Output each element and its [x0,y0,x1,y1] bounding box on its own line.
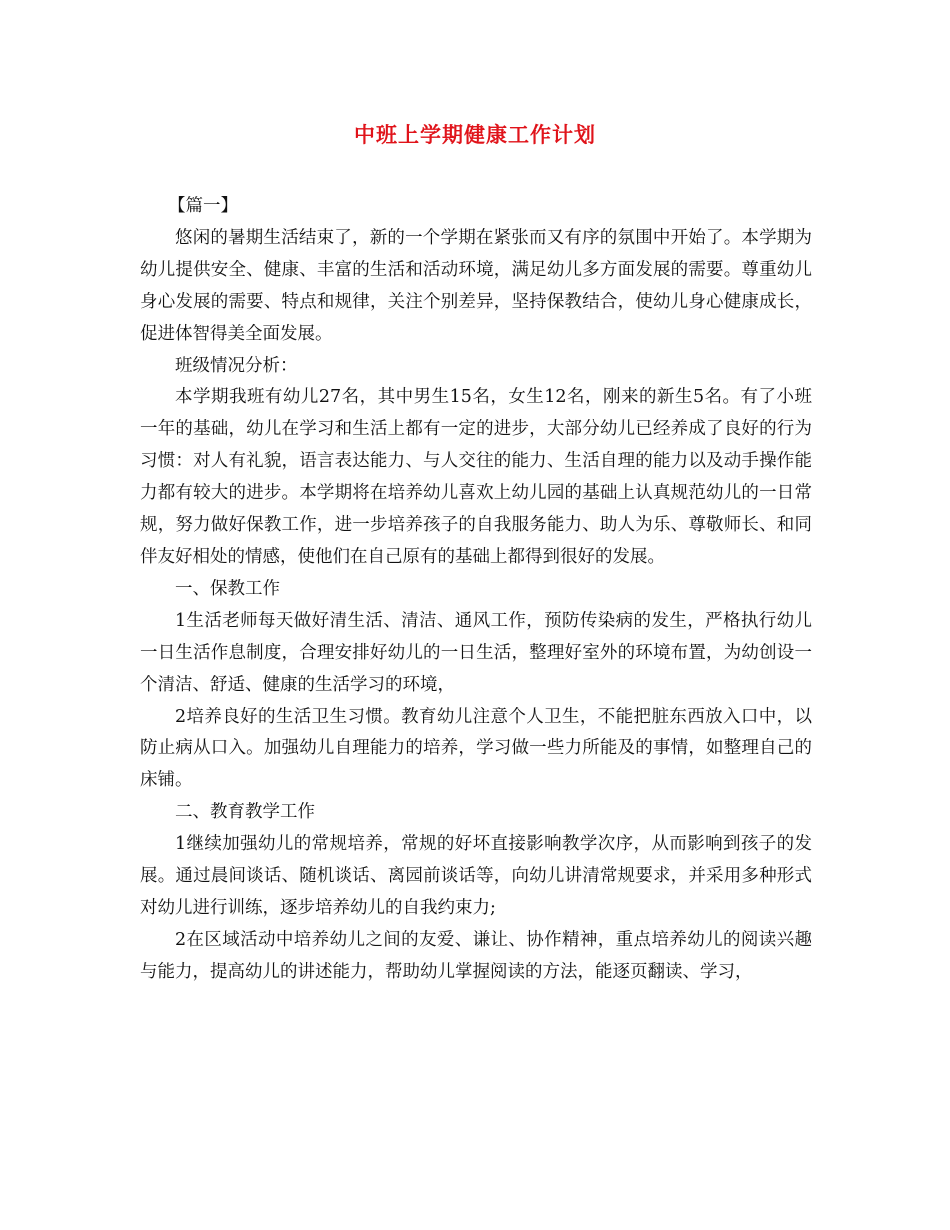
section-label-part-one: 【篇一】 [168,196,238,216]
care-work-heading: 一、保教工作 [175,578,280,599]
class-analysis-paragraph: 本学期我班有幼儿27名，其中男生15名，女生12名，刚来的新生5名。有了小班一年的基础，幼儿在学习和生活上都有一定的进步，大部分幼儿已经养成了良好的行为习惯：对人有礼貌，语言表达能力、与人交往的能力、生活自理的能力以及动手操作能力都有较大的进步。本学期将在培养幼儿喜欢上幼儿园的基础上认真规范幼儿的一日常规，努力做好保教工作，进一步培养孩子的自我服务能力、助人为乐、尊敬师长、和同伴友好相处的情感，使他们在自己原有的基础上都得到很好的发展。 [140,387,812,567]
teaching-work-item-2: 2在区域活动中培养幼儿之间的友爱、谦让、协作精神，重点培养幼儿的阅读兴趣与能力，提高幼儿的讲述能力，帮助幼儿掌握阅读的方法，能逐页翻读、学习， [140,929,812,982]
page-title: 中班上学期健康工作计划 [354,122,596,147]
teaching-work-item-1: 1继续加强幼儿的常规培养，常规的好坏直接影响教学次序，从而影响到孩子的发展。通过晨间谈话、随机谈话、离园前谈话等，向幼儿讲清常规要求，并采用多种形式对幼儿进行训练，逐步培养幼儿的自我约束力; [140,834,812,918]
care-work-item-1: 1生活老师每天做好清生活、清洁、通风工作，预防传染病的发生，严格执行幼儿一日生活作息制度，合理安排好幼儿的一日生活，整理好室外的环境布置，为幼创设一个清洁、舒适、健康的生活学习的环境， [140,610,812,695]
intro-paragraph: 悠闲的暑期生活结束了，新的一个学期在紧张而又有序的氛围中开始了。本学期为幼儿提供安全、健康、丰富的生活和活动环境，满足幼儿多方面发展的需要。尊重幼儿身心发展的需要、特点和规律，关注个别差异，坚持保教结合，使幼儿身心健康成长，促进体智得美全面发展。 [140,227,812,344]
care-work-item-2: 2培养良好的生活卫生习惯。教育幼儿注意个人卫生，不能把脏东西放入口中，以防止病从口入。加强幼儿自理能力的培养，学习做一些力所能及的事情，如整理自己的床铺。 [140,706,812,791]
class-analysis-heading: 班级情况分析： [175,355,298,376]
document-body [140,191,812,989]
teaching-work-heading: 二、教育教学工作 [175,802,315,823]
